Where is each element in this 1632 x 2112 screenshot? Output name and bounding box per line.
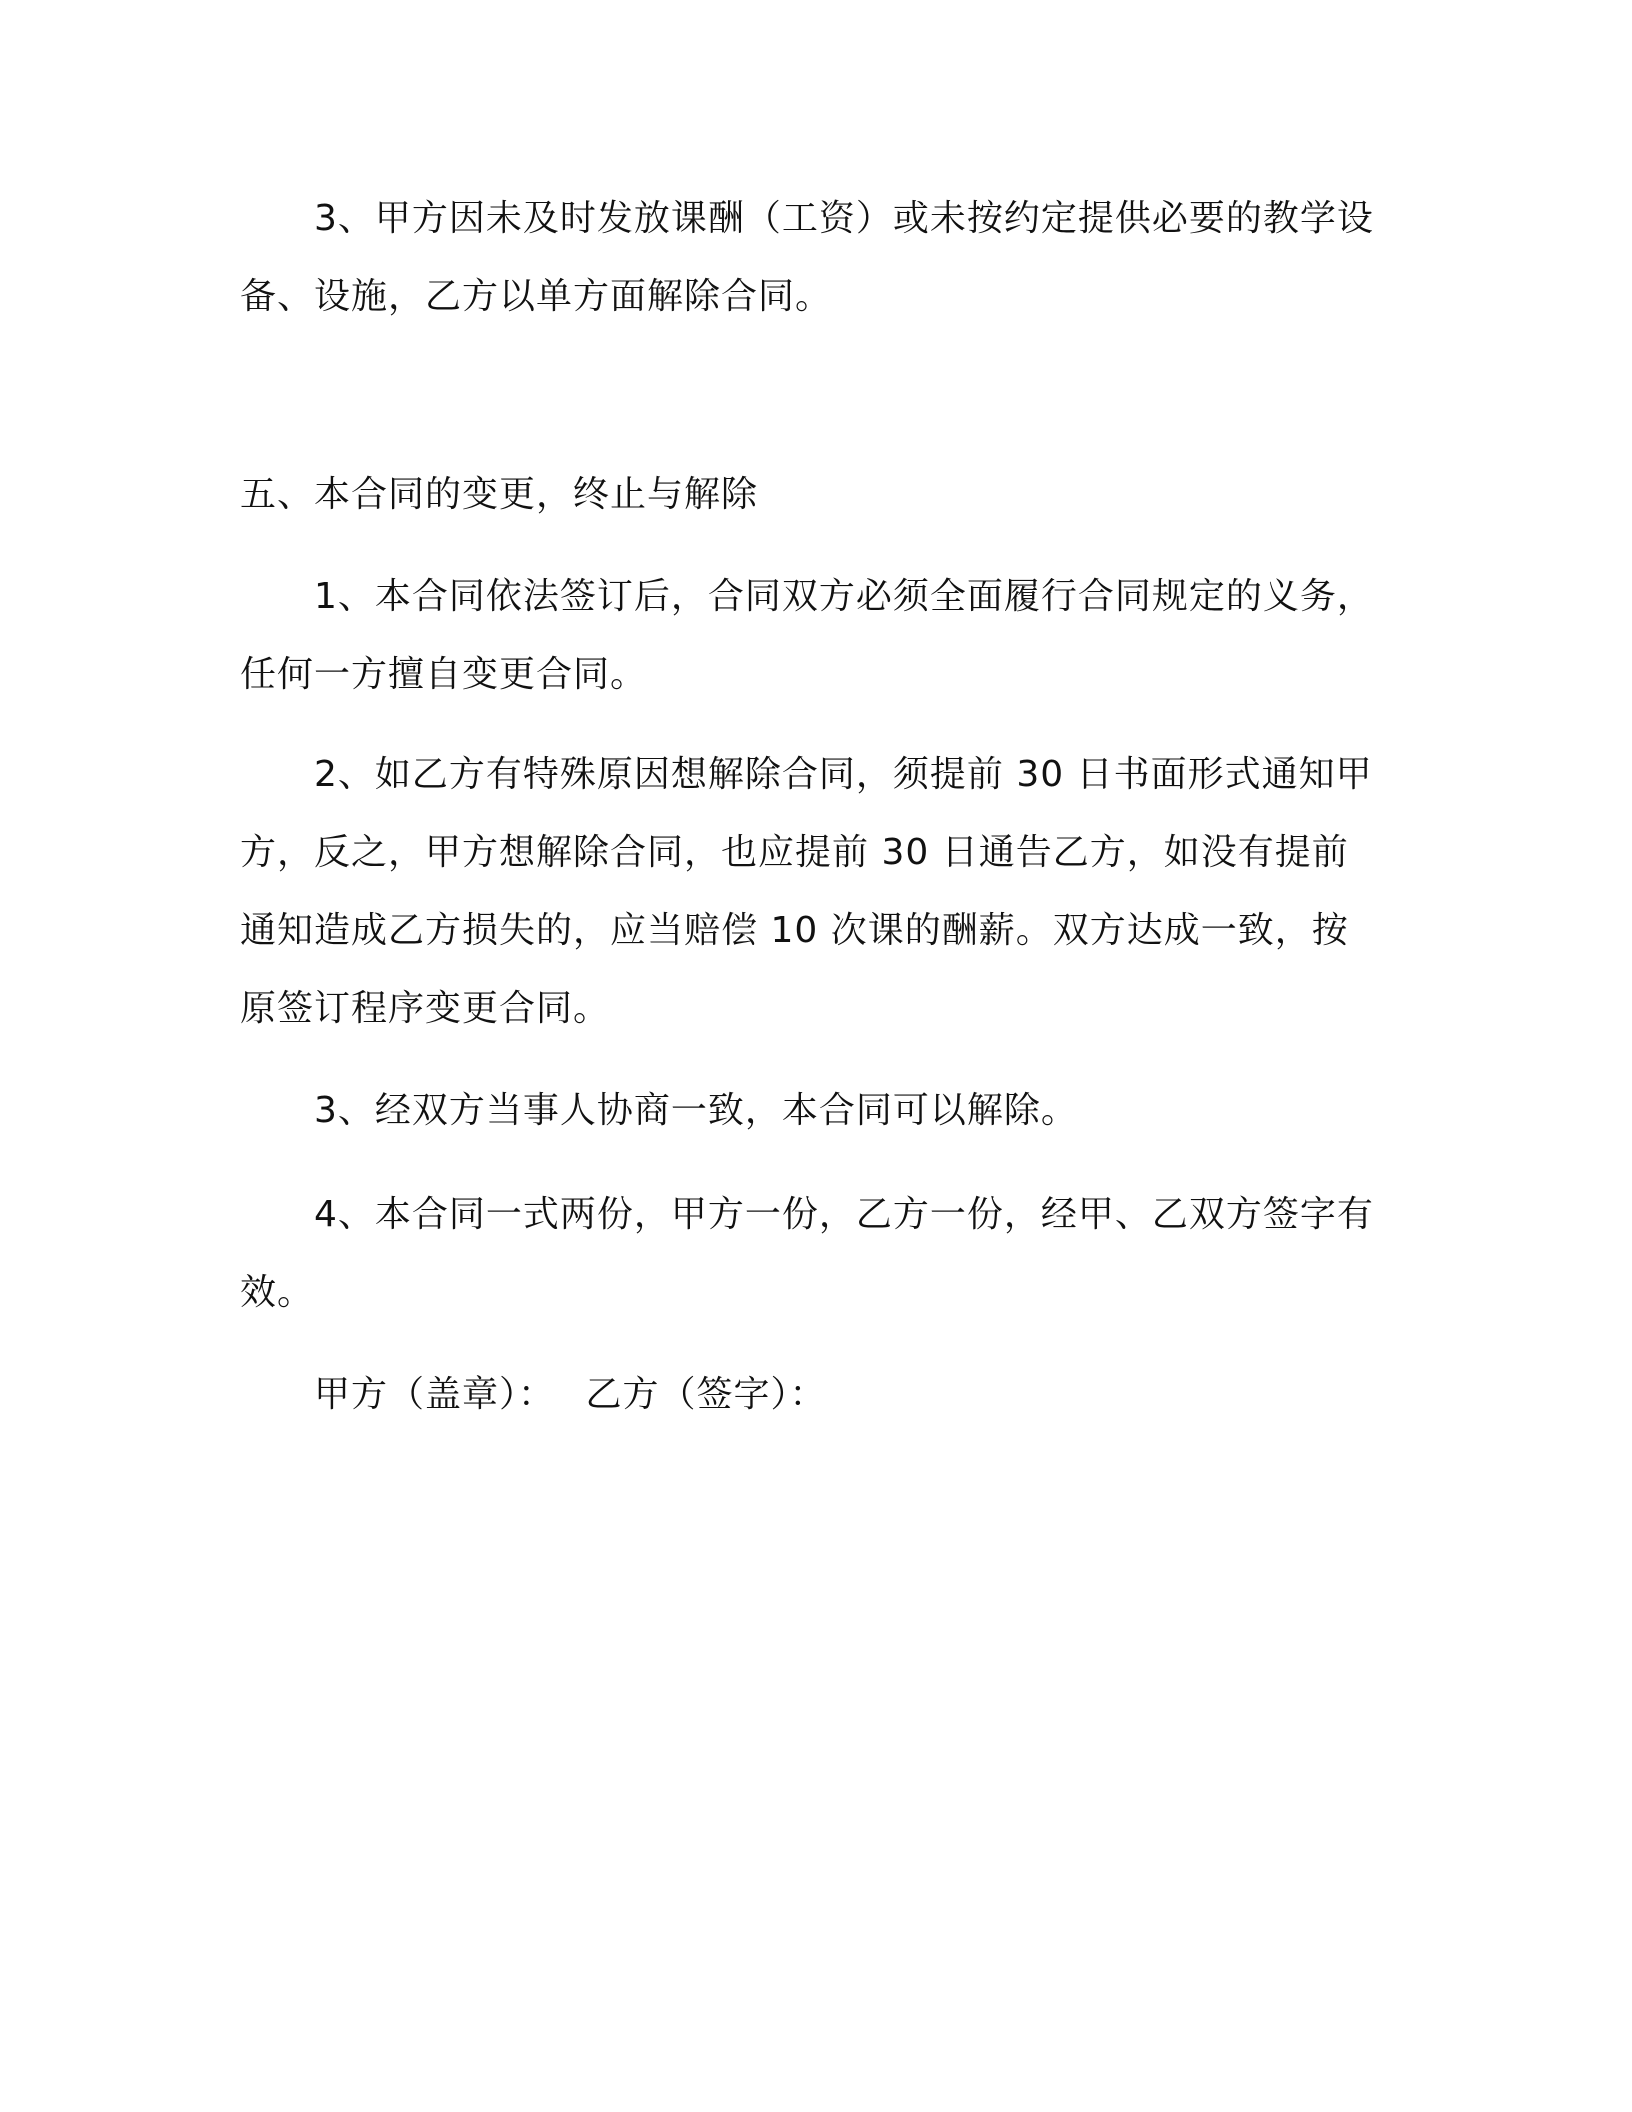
party-b-signature-label: 乙方（签字）：	[585, 1374, 827, 1415]
clause-4-3-paragraph: 3、甲方因未及时发放课酬（工资）或未按约定提供必要的教学设备、设施，乙方以单方面解除合同。	[240, 198, 1374, 317]
clause-5-1-paragraph: 1、本合同依法签订后，合同双方必须全面履行合同规定的义务，任何一方擅自变更合同。	[240, 576, 1374, 695]
signature-line	[314, 1356, 826, 1434]
party-a-signature-label: 甲方（盖章）：	[314, 1374, 556, 1415]
section-5-heading: 五、本合同的变更，终止与解除	[240, 474, 759, 515]
clause-5-2-paragraph: 2、如乙方有特殊原因想解除合同，须提前 30 日书面形式通知甲方，反之，甲方想解除合同，也应提前 30 日通告乙方，如没有提前通知造成乙方损失的，应当赔偿 10 次课的酬薪。双方达成一致，按原签订程序变更合同。	[240, 754, 1373, 1029]
clause-5-4-paragraph: 4、本合同一式两份，甲方一份，乙方一份，经甲、乙双方签字有效。	[240, 1194, 1374, 1313]
clause-5-3-paragraph: 3、经双方当事人协商一致，本合同可以解除。	[314, 1090, 1078, 1131]
